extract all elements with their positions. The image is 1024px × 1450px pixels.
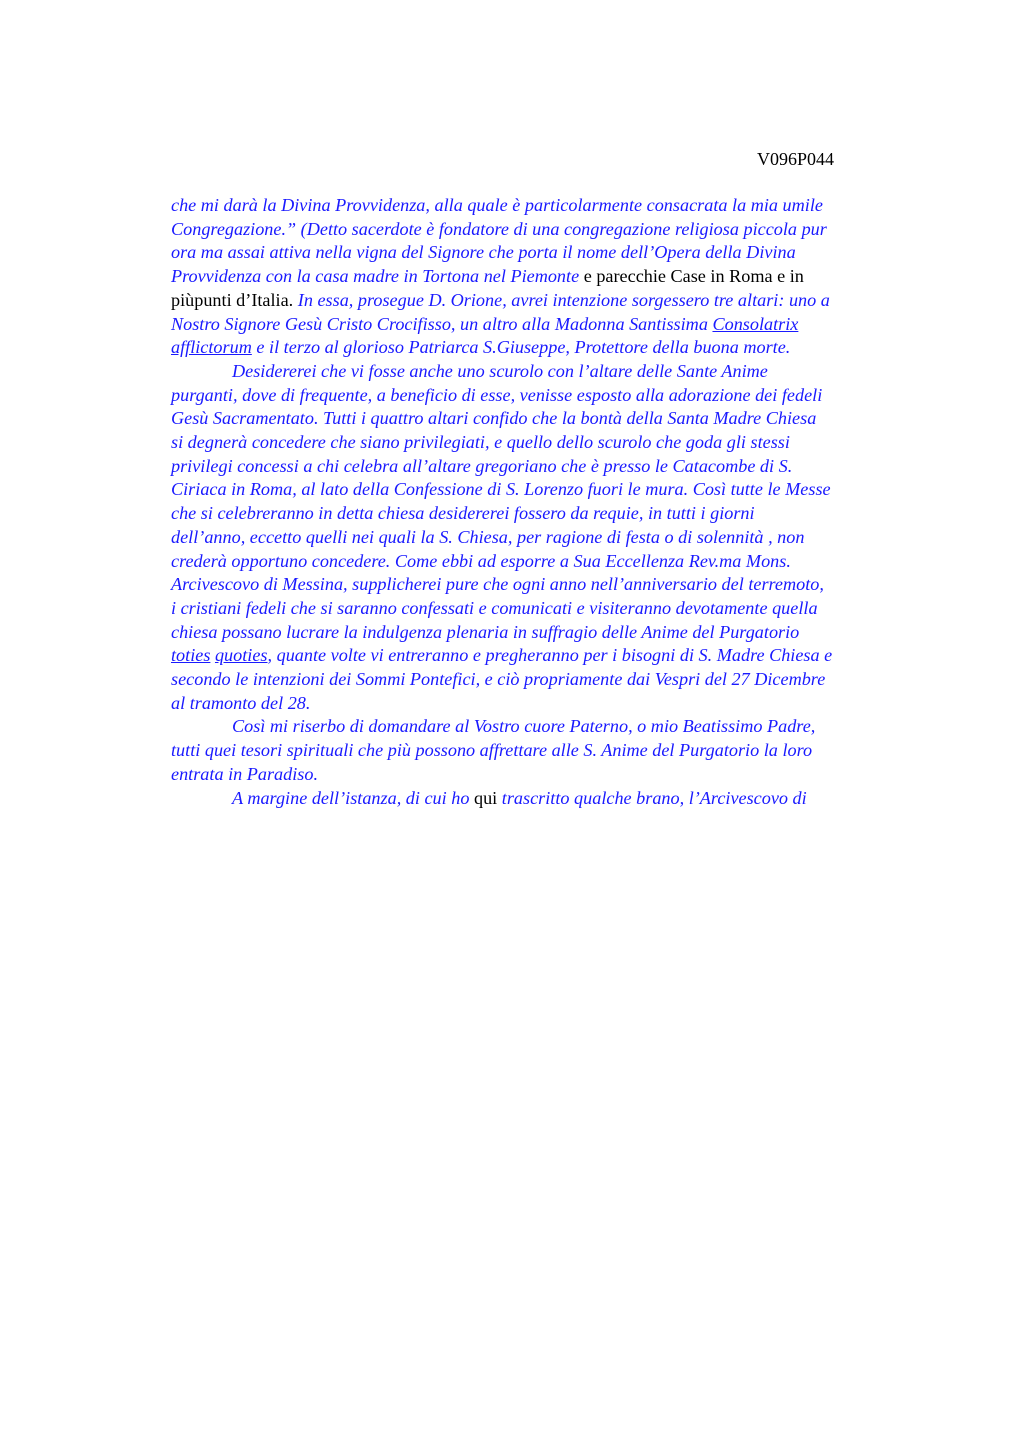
text-line [171, 289, 931, 313]
underlined-term: Consolatrix [712, 313, 799, 334]
text-line [171, 644, 931, 668]
text-line: Gesù Sacramentato. Tutti i quattro altari confido che la bontà della Santa Madre Chiesa [171, 408, 817, 429]
text-line: Arcivescovo di Messina, supplicherei pure che ogni anno nell’anniversario del terremoto, [171, 574, 824, 595]
paragraph-start: Così mi riserbo di domandare al Vostro cuore Paterno, o mio Beatissimo Padre, [232, 716, 816, 737]
text-line: purganti, dove di frequente, a beneficio di esse, venisse esposto alla adorazione dei fedeli [171, 384, 823, 405]
text-line: i cristiani fedeli che si saranno confessati e comunicati e visiteranno devotamente quella [171, 597, 818, 618]
text-line: che si celebreranno in detta chiesa desidererei fossero da requie, in tutti i giorni [171, 503, 755, 524]
quoted-text: , quante volte vi entreranno e pregheranno per i bisogni di S. Madre Chiesa e [267, 645, 833, 666]
underlined-term: afflictorum [171, 337, 252, 358]
underlined-term: toties [171, 645, 211, 666]
text-line: Ciriaca in Roma, al lato della Confessione di S. Lorenzo fuori le mura. Così tutte le Messe [171, 479, 831, 500]
page-code: V096P044 [757, 149, 835, 169]
quoted-text: A margine dell’istanza, di cui ho [232, 787, 474, 808]
quoted-text: In essa, prosegue D. Orione, avrei intenzione sorgessero tre altari: uno a [297, 289, 830, 310]
text-line: si degnerà concedere che siano privilegiati, e quello dello scurolo che goda gli stessi [171, 432, 790, 453]
quoted-text: trascritto qualche brano, l’Arcivescovo di [497, 787, 807, 808]
text-line [171, 336, 931, 360]
quoted-text: Nostro Signore Gesù Cristo Crocifisso, un altro alla Madonna Santissima [171, 313, 713, 334]
text-line [171, 313, 931, 337]
plain-text: qui [473, 787, 498, 808]
text-line: ora ma assai attiva nella vigna del Signore che porta il nome dell’Opera della Divina [171, 242, 796, 263]
text-line: entrata in Paradiso. [171, 763, 319, 784]
text-line: che mi darà la Divina Provvidenza, alla quale è particolarmente consacrata la mia umile [171, 195, 823, 215]
text-line: dell’anno, eccetto quelli nei quali la S. Chiesa, per ragione di festa o di solennità , non [171, 526, 805, 547]
text-line: al tramonto del 28. [171, 692, 311, 713]
plain-text: e parecchie Case in Roma e in [579, 266, 804, 287]
text-line: tutti quei tesori spirituali che più possono affrettare alle S. Anime del Purgatorio la loro [171, 740, 813, 761]
document-body [171, 194, 931, 810]
text-line: Congregazione.” (Detto sacerdote è fondatore di una congregazione religiosa piccola pur [171, 218, 827, 239]
quoted-text: Provvidenza con la casa madre in Tortona nel Piemonte [171, 266, 580, 287]
paragraph-start: Desidererei che vi fosse anche uno scurolo con l’altare delle Sante Anime [232, 360, 768, 381]
plain-text: piùpunti d’Italia. [171, 289, 298, 310]
text-line [171, 265, 931, 289]
text-line: chiesa possano lucrare la indulgenza plenaria in suffragio delle Anime del Purgatorio [171, 621, 800, 642]
text-line: crederà opportuno concedere. Come ebbi ad esporre a Sua Eccellenza Rev.ma Mons. [171, 550, 791, 571]
text-line: secondo le intenzioni dei Sommi Pontefici, e ciò propriamente dai Vespri del 27 Dicembre [171, 669, 826, 690]
underlined-term: quoties [214, 645, 268, 666]
text-line: privilegi concessi a chi celebra all’altare gregoriano che è presso le Catacombe di S. [171, 455, 793, 476]
quoted-text: e il terzo al glorioso Patriarca S.Giuseppe, Protettore della buona morte. [251, 337, 791, 358]
paragraph-start [171, 787, 931, 811]
